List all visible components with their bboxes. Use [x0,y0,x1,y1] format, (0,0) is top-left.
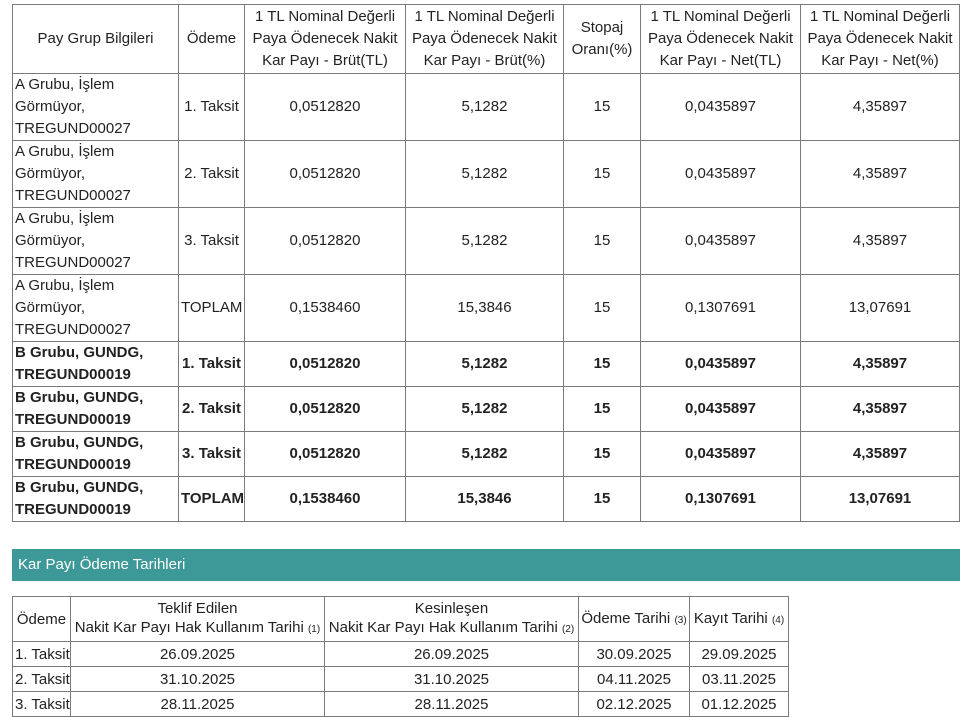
group-cell: A Grubu, İşlem Görmüyor, TREGUND00027 [13,74,179,141]
payment-cell: 2. Taksit [179,141,245,208]
withholding-cell: 15 [564,432,641,477]
dividend-distribution-table [12,4,960,522]
table-row [13,342,960,387]
header-final-bottom: Nakit Kar Payı Hak Kullanım Tarihi [328,619,558,636]
table-row [13,667,789,692]
proposed-date-cell: 31.10.2025 [71,667,325,692]
payment-cell: 1. Taksit [13,642,71,667]
footnote-ref-1: (1) [307,624,321,635]
payment-cell: 1. Taksit [179,342,245,387]
header-proposed-date [71,597,325,642]
gross-pct-cell: 5,1282 [406,141,564,208]
net-pct-cell: 4,35897 [801,208,960,275]
footnote-ref-2: (2) [561,624,575,635]
net-tl-cell: 0,0435897 [641,432,801,477]
final-date-cell: 26.09.2025 [325,642,579,667]
record-date-cell: 01.12.2025 [690,692,789,717]
gross-pct-cell: 5,1282 [406,432,564,477]
header-group: Pay Grup Bilgileri [13,5,179,74]
net-pct-cell: 4,35897 [801,432,960,477]
payment-cell: TOPLAM [179,477,245,522]
gross-tl-cell: 0,0512820 [245,387,406,432]
gross-pct-cell: 5,1282 [406,342,564,387]
net-pct-cell: 4,35897 [801,342,960,387]
group-cell: A Grubu, İşlem Görmüyor, TREGUND00027 [13,141,179,208]
net-pct-cell: 13,07691 [801,477,960,522]
net-tl-cell: 0,0435897 [641,387,801,432]
payment-cell: 2. Taksit [13,667,71,692]
table-row [13,432,960,477]
group-cell: B Grubu, GUNDG, TREGUND00019 [13,477,179,522]
header-withholding: Stopaj Oranı(%) [564,5,641,74]
table-row [13,74,960,141]
pay-date-cell: 30.09.2025 [579,642,690,667]
gross-tl-cell: 0,0512820 [245,74,406,141]
gross-tl-cell: 0,0512820 [245,208,406,275]
table-row-total [13,275,960,342]
header-pay-date-label: Ödeme Tarihi [581,609,671,627]
header-pay-date [579,597,690,642]
final-date-cell: 31.10.2025 [325,667,579,692]
net-pct-cell: 4,35897 [801,387,960,432]
header-proposed-top: Teklif Edilen [157,600,238,617]
header-payment: Ödeme [179,5,245,74]
group-cell: A Grubu, İşlem Görmüyor, TREGUND00027 [13,275,179,342]
withholding-cell: 15 [564,208,641,275]
gross-tl-cell: 0,0512820 [245,342,406,387]
net-tl-cell: 0,0435897 [641,74,801,141]
proposed-date-cell: 28.11.2025 [71,692,325,717]
withholding-cell: 15 [564,387,641,432]
table-row [13,141,960,208]
gross-tl-cell: 0,0512820 [245,432,406,477]
header-payment: Ödeme [13,597,71,642]
withholding-cell: 15 [564,275,641,342]
gross-pct-cell: 5,1282 [406,208,564,275]
pay-date-cell: 02.12.2025 [579,692,690,717]
withholding-cell: 15 [564,74,641,141]
header-net-tl: 1 TL Nominal Değerli Paya Ödenecek Nakit Kar Payı - Net(TL) [641,5,801,74]
payment-cell: 1. Taksit [179,74,245,141]
table-row [13,387,960,432]
net-pct-cell: 13,07691 [801,275,960,342]
net-pct-cell: 4,35897 [801,74,960,141]
gross-tl-cell: 0,0512820 [245,141,406,208]
record-date-cell: 29.09.2025 [690,642,789,667]
final-date-cell: 28.11.2025 [325,692,579,717]
net-tl-cell: 0,1307691 [641,275,801,342]
table-row [13,692,789,717]
header-record-date [690,597,789,642]
gross-pct-cell: 15,3846 [406,275,564,342]
gross-pct-cell: 5,1282 [406,387,564,432]
gross-pct-cell: 15,3846 [406,477,564,522]
gross-tl-cell: 0,1538460 [245,477,406,522]
net-pct-cell: 4,35897 [801,141,960,208]
net-tl-cell: 0,0435897 [641,208,801,275]
gross-pct-cell: 5,1282 [406,74,564,141]
record-date-cell: 03.11.2025 [690,667,789,692]
table-row-total [13,477,960,522]
net-tl-cell: 0,0435897 [641,342,801,387]
header-gross-tl: 1 TL Nominal Değerli Paya Ödenecek Nakit Kar Payı - Brüt(TL) [245,5,406,74]
withholding-cell: 15 [564,141,641,208]
net-tl-cell: 0,0435897 [641,141,801,208]
footnote-ref-3: (3) [674,614,687,626]
payment-cell: 3. Taksit [179,432,245,477]
header-final-date [325,597,579,642]
table-header-row [13,5,960,74]
table-row [13,642,789,667]
group-cell: B Grubu, GUNDG, TREGUND00019 [13,342,179,387]
header-proposed-bottom: Nakit Kar Payı Hak Kullanım Tarihi [74,619,304,636]
withholding-cell: 15 [564,342,641,387]
table-row [13,208,960,275]
net-tl-cell: 0,1307691 [641,477,801,522]
payment-dates-table [12,596,789,717]
footnote-ref-4: (4) [771,614,785,626]
group-cell: A Grubu, İşlem Görmüyor, TREGUND00027 [13,208,179,275]
header-final-top: Kesinleşen [414,600,489,617]
payment-cell: 3. Taksit [13,692,71,717]
payment-cell: 2. Taksit [179,387,245,432]
payment-cell: 3. Taksit [179,208,245,275]
pay-date-cell: 04.11.2025 [579,667,690,692]
payment-cell: TOPLAM [179,275,245,342]
gross-tl-cell: 0,1538460 [245,275,406,342]
header-record-date-label: Kayıt Tarihi [693,609,768,627]
group-cell: B Grubu, GUNDG, TREGUND00019 [13,387,179,432]
table-header-row [13,597,789,642]
section-title-bar [12,549,960,581]
withholding-cell: 15 [564,477,641,522]
header-gross-pct: 1 TL Nominal Değerli Paya Ödenecek Nakit Kar Payı - Brüt(%) [406,5,564,74]
group-cell: B Grubu, GUNDG, TREGUND00019 [13,432,179,477]
section-title: Kar Payı Ödeme Tarihleri [18,556,186,573]
proposed-date-cell: 26.09.2025 [71,642,325,667]
header-net-pct: 1 TL Nominal Değerli Paya Ödenecek Nakit Kar Payı - Net(%) [801,5,960,74]
